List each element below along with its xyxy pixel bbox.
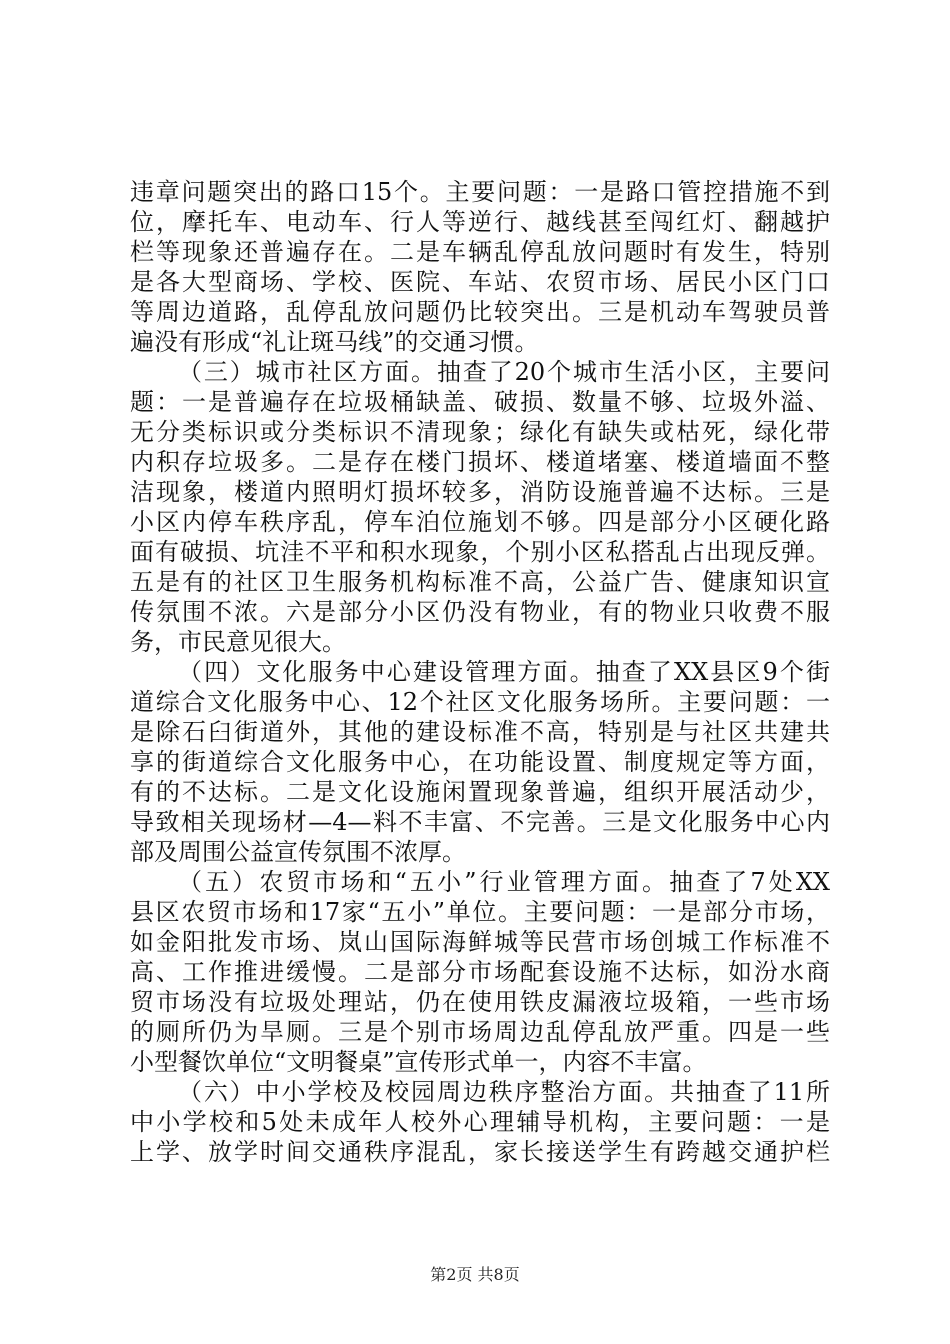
text-line: 五是有的社区卫生服务机构标准不高，公益广告、健康知识宣 [130, 568, 830, 596]
text-line: 洁现象，楼道内照明灯损坏较多，消防设施普遍不达标。三是 [130, 478, 830, 506]
document-body [130, 177, 830, 1167]
text-line: 是除石臼街道外，其他的建设标准不高，特别是与社区共建共 [130, 718, 830, 746]
text-line: 享的街道综合文化服务中心，在功能设置、制度规定等方面， [130, 748, 830, 776]
text-line: 县区农贸市场和17家“五小”单位。主要问题：一是部分市场， [130, 898, 830, 926]
text-line: （五）农贸市场和“五小”行业管理方面。抽查了7处XX [178, 868, 830, 896]
text-line: 有的不达标。二是文化设施闲置现象普遍，组织开展活动少， [130, 778, 830, 806]
text-line: 违章问题突出的路口15个。主要问题：一是路口管控措施不到 [130, 178, 830, 206]
text-line: 等周边道路，乱停乱放问题仍比较突出。三是机动车驾驶员普 [130, 298, 830, 326]
text-line: 贸市场没有垃圾处理站，仍在使用铁皮漏液垃圾箱，一些市场 [130, 988, 830, 1016]
text-line: 务，市民意见很大。 [130, 628, 346, 656]
text-line: 小型餐饮单位“文明餐桌”宣传形式单一，内容不丰富。 [130, 1048, 707, 1076]
text-line: 如金阳批发市场、岚山国际海鲜城等民营市场创城工作标准不 [130, 928, 830, 956]
text-line: （四）文化服务中心建设管理方面。抽查了XX县区9个街 [178, 658, 830, 686]
text-line: 高、工作推进缓慢。二是部分市场配套设施不达标，如汾水商 [130, 958, 830, 986]
text-line: 无分类标识或分类标识不清现象；绿化有缺失或枯死，绿化带 [130, 418, 830, 446]
text-line: 导致相关现场材—4—料不丰富、不完善。三是文化服务中心内 [130, 808, 830, 836]
text-line: 遍没有形成“礼让斑马线”的交通习惯。 [130, 328, 539, 356]
text-line: 是各大型商场、学校、医院、车站、农贸市场、居民小区门口 [130, 268, 830, 296]
page-footer: 第2页 共8页 [430, 1265, 520, 1284]
text-line: 位，摩托车、电动车、行人等逆行、越线甚至闯红灯、翻越护 [130, 208, 830, 236]
text-line: 中小学校和5处未成年人校外心理辅导机构，主要问题：一是 [130, 1108, 830, 1136]
text-line: 面有破损、坑洼不平和积水现象，个别小区私搭乱占出现反弹。 [130, 538, 830, 566]
text-line: 内积存垃圾多。二是存在楼门损坏、楼道堵塞、楼道墙面不整 [130, 448, 830, 476]
text-line: 部及周围公益宣传氛围不浓厚。 [130, 838, 466, 866]
text-line: 小区内停车秩序乱，停车泊位施划不够。四是部分小区硬化路 [130, 508, 830, 536]
text-line: 传氛围不浓。六是部分小区仍没有物业，有的物业只收费不服 [130, 598, 830, 626]
text-line: 道综合文化服务中心、12个社区文化服务场所。主要问题：一 [130, 688, 830, 716]
text-line: （三）城市社区方面。抽查了20个城市生活小区，主要问 [178, 358, 830, 386]
text-line: 题：一是普遍存在垃圾桶缺盖、破损、数量不够、垃圾外溢、 [130, 388, 830, 416]
text-line: 栏等现象还普遍存在。二是车辆乱停乱放问题时有发生，特别 [130, 238, 830, 266]
text-line: （六）中小学校及校园周边秩序整治方面。共抽查了11所 [178, 1078, 830, 1106]
text-line: 的厕所仍为旱厕。三是个别市场周边乱停乱放严重。四是一些 [130, 1018, 830, 1046]
text-line: 上学、放学时间交通秩序混乱，家长接送学生有跨越交通护栏 [130, 1138, 830, 1166]
